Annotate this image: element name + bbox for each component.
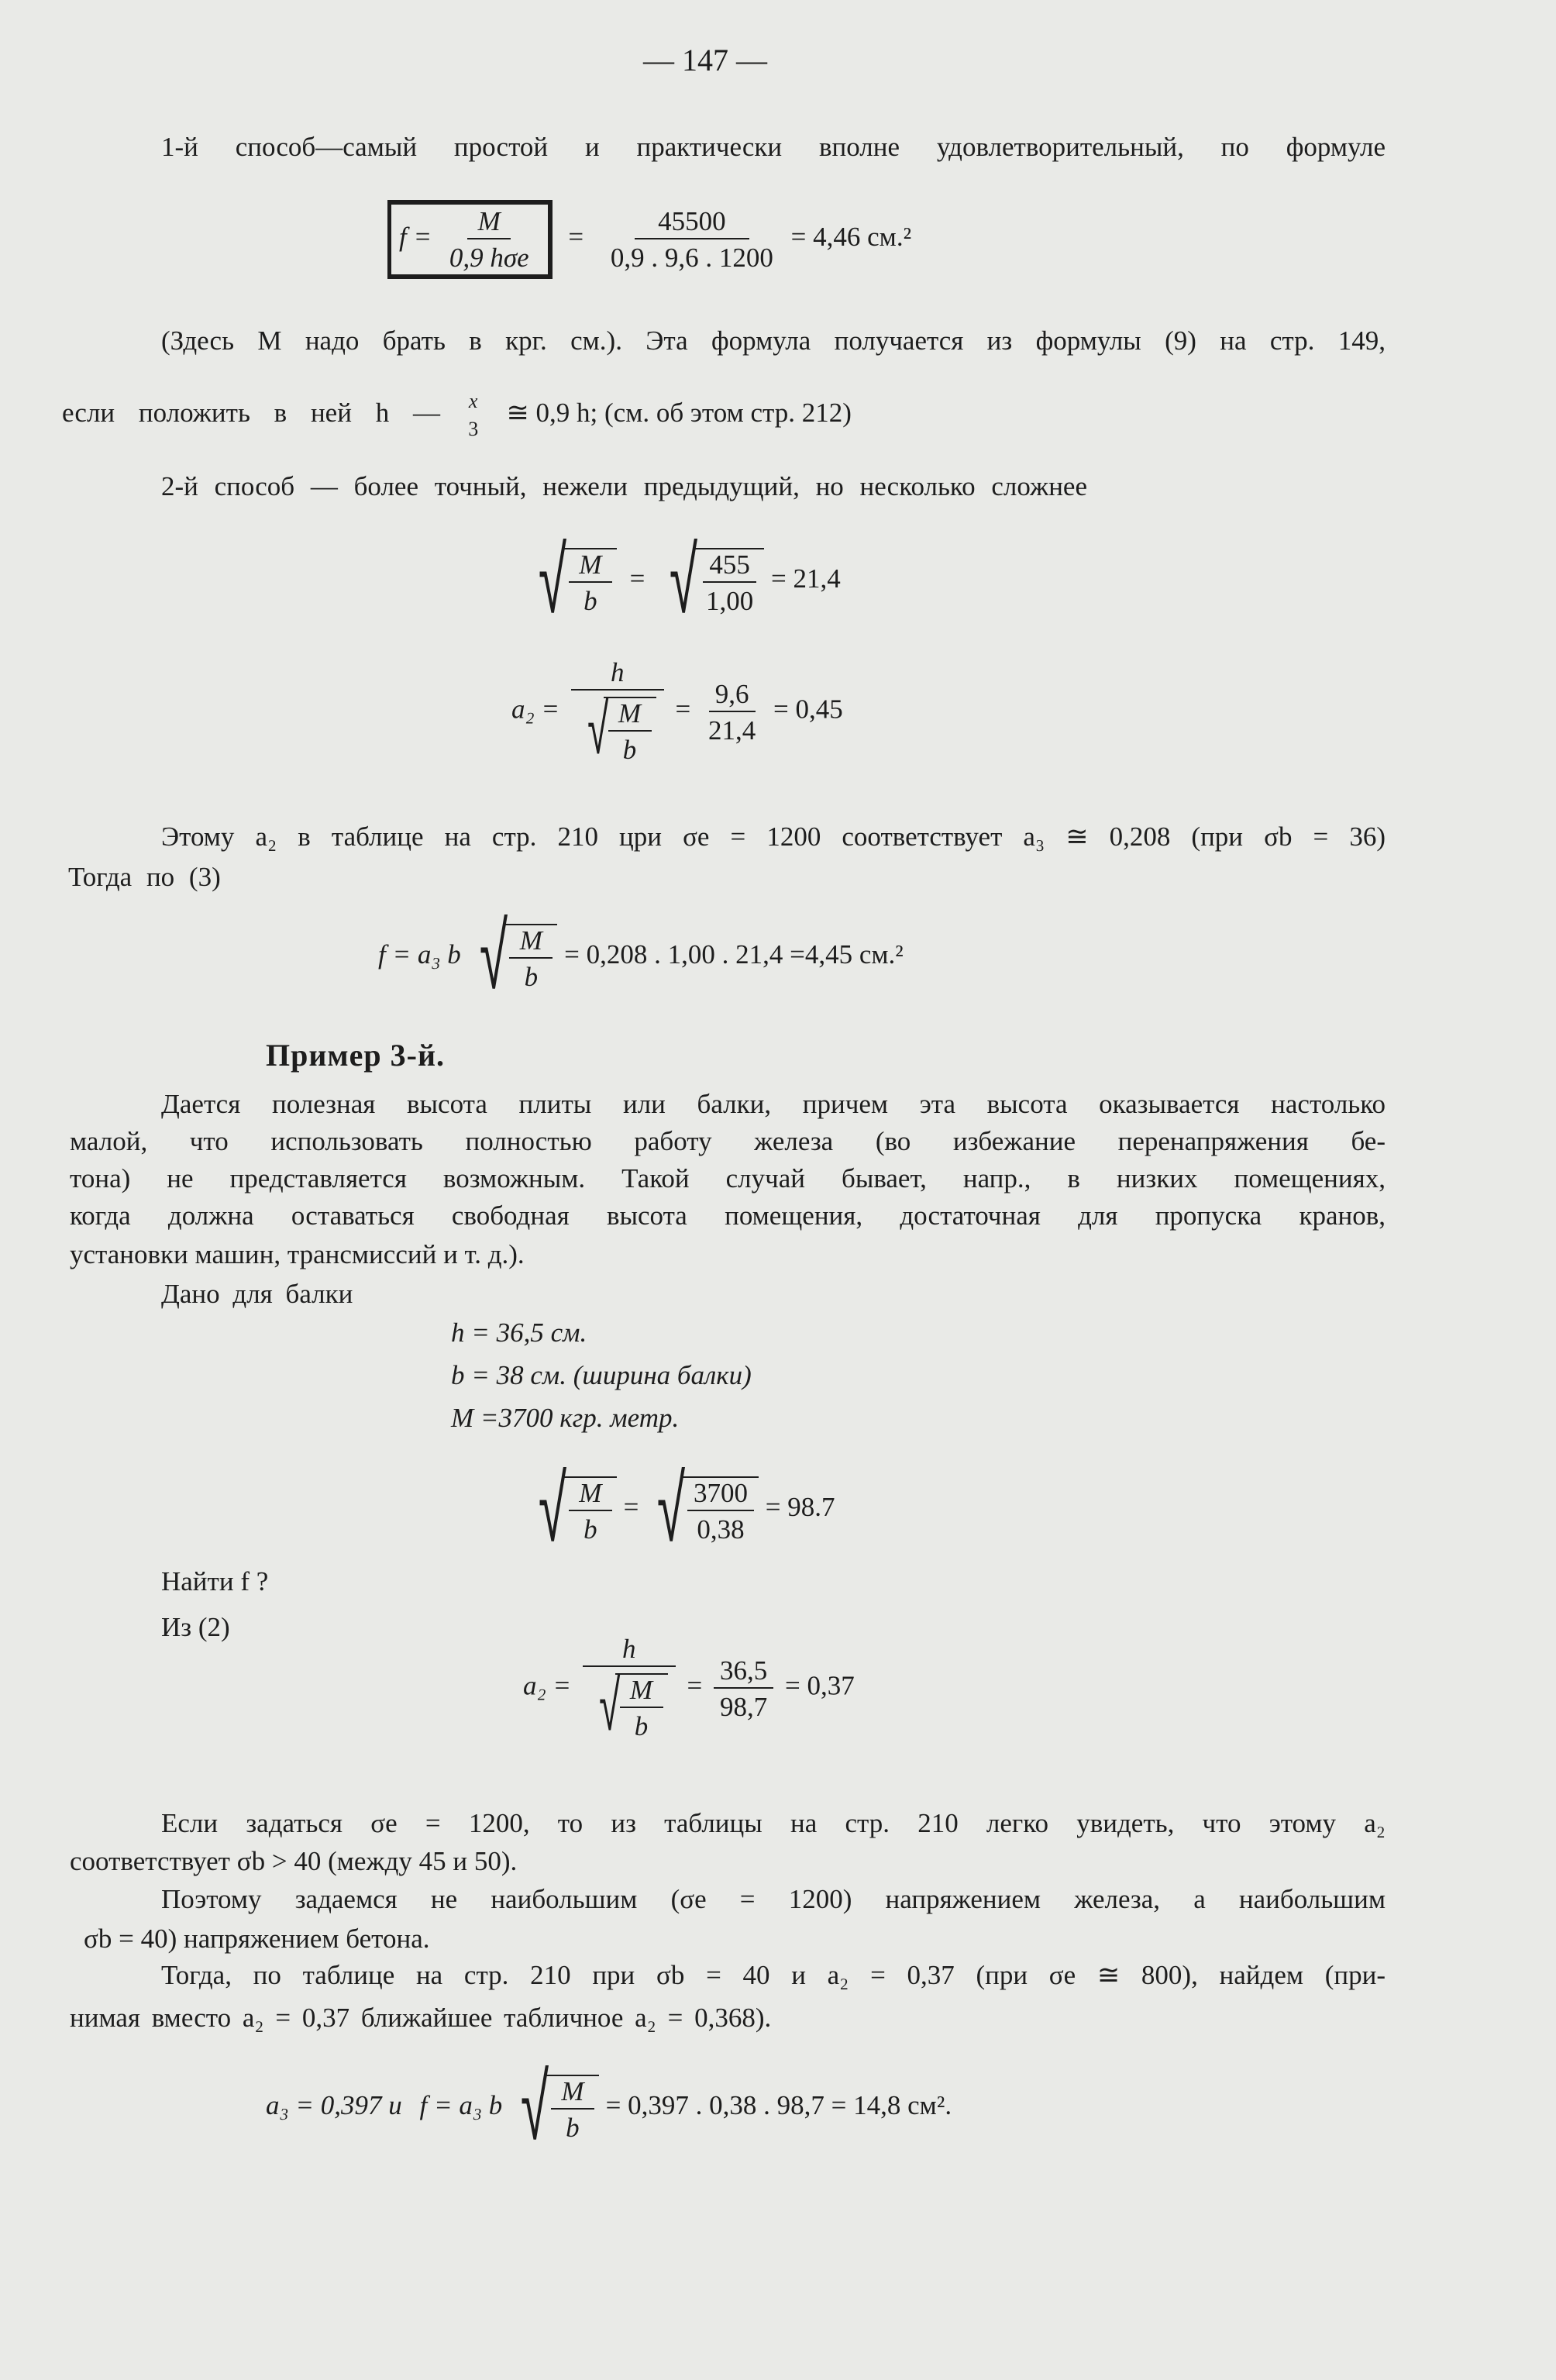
denominator: b [584,586,597,616]
numerator: M [608,700,652,732]
page-number: — 147 — [643,43,767,77]
denominator: 21,4 [708,715,756,746]
sqrt [590,1665,667,1747]
method1-note-line2 [62,391,852,439]
result: = 98.7 [765,1492,835,1523]
fraction [608,700,652,763]
fraction [452,391,495,439]
boxed-formula [387,200,553,279]
denominator: 98,7 [720,1691,768,1722]
given-b: b = 38 см. (ширина балки) [451,1360,752,1390]
radical-icon: √ [479,903,508,1011]
denominator: b [622,735,637,765]
fraction [687,1479,754,1543]
numerator: M [467,208,511,239]
sqrt [527,527,617,635]
method2-text-line1: Этому a₂ в таблице на стр. 210 цри σe = 1200 соответствует a₃ ≅ 0,208 (при σb = 36) [161,821,1386,852]
equals: = [623,1492,639,1523]
fraction [569,1479,612,1543]
equals: = [675,694,691,725]
fraction [583,1634,676,1747]
radical-icon: √ [538,1455,567,1563]
denominator: b [566,2113,580,2143]
numerator: 36,5 [714,1657,773,1689]
given-h: h = 36,5 см. [451,1317,587,1348]
method2-text-line2: Тогда по (3) [68,862,221,892]
radical-icon: √ [520,2054,549,2161]
fraction [620,1676,663,1740]
fraction [571,657,664,770]
radical-icon: √ [538,527,567,635]
radical-icon: √ [599,1665,621,1747]
numerator: M [569,551,612,583]
numerator: 455 [703,551,756,583]
a2-lhs: a₂ = [511,694,560,725]
paragraph-line: когда должна оставаться свободная высота помещения, достаточная для пропуска кранов, [70,1200,1386,1231]
text-line: Тогда, по таблице на стр. 210 при σb = 40 и a₂ = 0,37 (при σe ≅ 800), найдем (при- [161,1960,1386,1990]
denominator: 3 [468,418,479,440]
equals: = [568,222,584,253]
denominator: 0,9 . 9,6 . 1200 [610,243,773,273]
formula-final [266,2054,952,2161]
equals: = [687,1670,703,1701]
numerator: M [551,2078,594,2110]
result: = 0,397 . 0,38 . 98,7 = 14,8 см². [605,2090,952,2121]
final-a3: a₃ = 0,397 и [266,2090,402,2121]
formula-sqrt-m2 [527,527,841,635]
given-label: Дано для балки [161,1279,353,1309]
f-lhs: f = [399,222,432,253]
note-text: если положить в ней h — [62,398,440,429]
text-line: σb = 40) напряжением бетона. [84,1924,430,1954]
formula-f-m2 [378,903,904,1011]
numerator: 3700 [687,1479,754,1511]
formula-sqrt-ex3 [527,1455,835,1563]
radical-icon: √ [669,527,698,635]
sqrt [645,1455,759,1563]
formula-a2-m2 [511,657,843,770]
a2-lhs: a₂ = [523,1670,572,1701]
denominator: b [524,962,539,992]
result: = 21,4 [770,563,841,594]
paragraph-line: тона) не представляется возможным. Такой случай бывает, напр., в низких помещениях, [70,1163,1386,1193]
radical-icon: √ [587,689,609,770]
fraction [569,551,612,615]
note-text: ≅ 0,9 h; (см. об этом стр. 212) [506,398,852,429]
text-line: соответствует σb > 40 (между 45 и 50). [70,1846,518,1876]
denominator: 0,38 [697,1514,745,1545]
sqrt [468,903,558,1011]
numerator: h [583,1635,676,1667]
f-lhs: f = a₃ b [378,939,461,970]
result: = 0,37 [785,1670,855,1701]
result: = 0,208 . 1,00 . 21,4 =4,45 см.² [564,939,904,970]
numerator: 9,6 [709,680,756,712]
numerator: h [571,659,664,691]
result: = 0,45 [773,694,843,725]
equals: = [629,563,645,594]
fraction [509,927,553,990]
final-f: f = a₃ b [419,2090,503,2121]
numerator: M [569,1479,612,1511]
paragraph-line: установки машин, трансмиссий и т. д.). [70,1239,525,1269]
result: = 4,46 см.² [790,222,912,253]
numerator: 45500 [635,208,749,239]
denominator: 1,00 [705,586,754,616]
find-label: Найти f ? [161,1566,269,1596]
numerator: x [468,390,478,412]
paragraph-line: малой, что использовать полностью работу железа (во избежание перенапряжения бе- [70,1126,1386,1156]
text-line: Если задаться σe = 1200, то из таблицы на стр. 210 легко увидеть, что этому a₂ [161,1808,1386,1838]
sqrt [658,527,764,635]
fraction [714,1657,773,1720]
radical-icon: √ [656,1455,686,1563]
fraction [443,208,535,271]
paragraph-line: Дается полезная высота плиты или балки, причем эта высота оказывается настолько [161,1089,1386,1119]
denominator: b [634,1711,649,1741]
sqrt [509,2054,599,2161]
numerator: M [509,927,553,959]
fraction [551,2078,594,2141]
fraction [700,551,759,615]
fraction [604,208,780,271]
given-m: M =3700 кгр. метр. [451,1403,680,1433]
method1-note-line1: (Здесь M надо брать в крг. см.). Эта формула получается из формулы (9) на стр. 149, [161,325,1386,356]
formula-method1 [387,200,911,279]
numerator: M [620,1676,663,1708]
sqrt [579,689,656,770]
method2-intro: 2-й способ — более точный, нежели предыдущий, но несколько сложнее [161,471,1087,501]
from-label: Из (2) [161,1612,230,1642]
formula-a2-ex3 [523,1634,855,1747]
denominator: 0,9 hσe [449,243,529,273]
sqrt [527,1455,617,1563]
text-line: Поэтому задаемся не наибольшим (σe = 1200) напряжением железа, а наибольшим [161,1884,1386,1914]
method1-intro: 1-й способ—самый простой и практически вполне удовлетворительный, по формуле [161,132,1386,162]
example3-heading: Пример 3-й. [266,1038,446,1073]
denominator: b [584,1514,597,1545]
fraction [702,680,762,744]
text-line: нимая вместо a₂ = 0,37 ближайшее табличное a₂ = 0,368). [70,2003,772,2033]
